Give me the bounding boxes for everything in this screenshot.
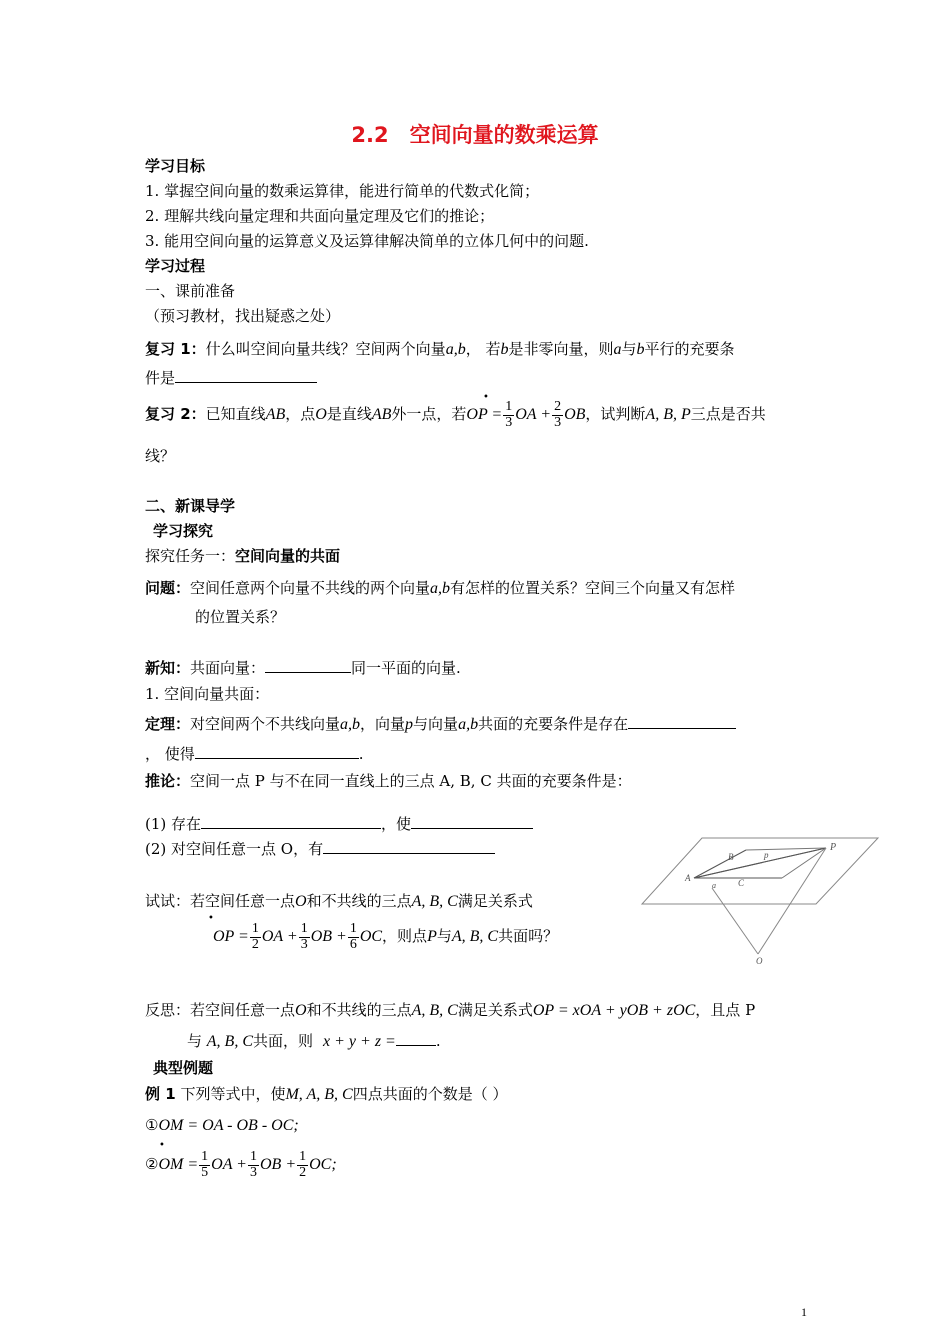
trial-math: O [295, 893, 307, 910]
fraction-numerator: 1 [251, 921, 259, 936]
objectives-heading-text: 学习目标 [145, 157, 206, 175]
theorem-text: 共面的充要条件是存在 [478, 715, 629, 733]
label-A: A [685, 873, 691, 883]
review2-text: ，试判断 [585, 405, 646, 424]
reflect-text: 与 [187, 1032, 207, 1050]
theorem-text: 对空间两个不共线向量 [190, 715, 341, 733]
review2-text: 已知直线 [205, 405, 266, 424]
objective-item-2: 2. 理解共线向量定理和共面向量定理及它们的推论； [145, 207, 495, 225]
fraction [348, 922, 359, 952]
fraction-denominator: 5 [201, 1164, 209, 1180]
review2-text: ，点 [285, 405, 316, 424]
trial-text: 与 [436, 927, 452, 946]
reflect-line2 [187, 1030, 441, 1053]
objective-item-3: 3. 能用空间向量的运算意义及运算律解决简单的立体几何中的问题. [145, 232, 589, 250]
answer-blank[interactable] [265, 671, 351, 673]
review1-text: 什么叫空间向量共线？空间两个向量 [205, 340, 446, 358]
reflect-text: . [435, 1032, 441, 1050]
part2-heading: 二、新课导学 [145, 497, 236, 515]
fraction [297, 1150, 308, 1180]
review2-math: OP = [466, 406, 503, 424]
review2-math: AB [265, 406, 286, 424]
coplanar-heading: 1. 空间向量共面： [145, 685, 270, 703]
fraction-numerator: 1 [299, 1149, 307, 1164]
process-heading: 学习过程 [145, 257, 206, 275]
answer-blank[interactable] [411, 827, 533, 829]
review1-vector: a,b [445, 341, 466, 358]
fraction-numerator: 1 [349, 921, 357, 936]
reflect-text: 共面，则 [253, 1032, 314, 1050]
question-vector: a,b [430, 580, 451, 597]
label-B: B [728, 852, 734, 862]
newknow-text: 共面向量： [190, 659, 266, 677]
newknow-line [145, 658, 461, 680]
newknow-text: 同一平面的向量. [351, 659, 461, 677]
trial-equation [213, 922, 558, 952]
question-label: 问题： [145, 579, 191, 597]
page-number: 1 [801, 1305, 807, 1319]
fraction-numerator: 1 [300, 921, 308, 936]
vector-b-line [694, 850, 746, 878]
fraction-numerator: 1 [249, 1149, 257, 1164]
review1-vector: b [500, 341, 509, 358]
plane-figure [640, 828, 880, 968]
reflect-text: 和不共线的三点 [306, 1001, 412, 1019]
reflect-math: A, B, C [206, 1033, 253, 1050]
theorem-vector: p [405, 716, 414, 733]
question-line2: 的位置关系？ [195, 608, 286, 626]
review2-math: AB [371, 406, 392, 424]
trial-text: 共面吗？ [498, 927, 559, 946]
review2-math: O [315, 406, 327, 424]
corollary-text: 空间一点 P 与不在同一直线上的三点 A, B, C 共面的充要条件是： [190, 772, 632, 790]
example1-math: OB + [259, 1156, 297, 1174]
theorem-text: 与向量 [413, 715, 459, 733]
item-marker: ① [145, 1116, 159, 1134]
theorem-line1 [145, 713, 736, 736]
vector-dot-mark: • [208, 913, 214, 924]
answer-blank[interactable] [195, 757, 359, 759]
plane-edge-line [746, 848, 826, 850]
question-text: 有怎样的位置关系？空间三个向量又有怎样 [450, 579, 736, 597]
fraction [503, 400, 514, 430]
corollary-label: 推论： [145, 772, 191, 790]
trial-math: A, B, C [411, 893, 458, 910]
review1-line1 [145, 338, 735, 361]
review1-line2 [145, 368, 317, 390]
example1-line [145, 1083, 508, 1106]
theorem-line2 [145, 744, 364, 766]
examples-heading: 典型例题 [153, 1059, 214, 1077]
trial-text: 若空间任意一点 [190, 892, 296, 910]
example1-math: M, A, B, C [285, 1086, 353, 1103]
example1-math: OM = [158, 1156, 199, 1174]
label-a: a [712, 881, 716, 890]
answer-blank[interactable] [628, 727, 736, 729]
trial-text: ，则点 [382, 927, 428, 946]
example1-math: OM = OA - OB - OC; [158, 1117, 299, 1134]
answer-blank[interactable] [175, 381, 317, 383]
theorem-vector: a,b [458, 716, 479, 733]
trial-text: 满足关系式 [457, 892, 533, 910]
theorem-label: 定理： [145, 715, 191, 733]
condition-1 [145, 814, 533, 836]
example1-label: 例 1 [145, 1085, 176, 1103]
review1-text: 件是 [145, 369, 176, 387]
reflect-math: O [295, 1002, 307, 1019]
objectives-heading [145, 156, 205, 178]
reflect-label: 反思： [145, 1001, 191, 1019]
explore-heading: 学习探究 [153, 522, 214, 540]
oa-line [712, 888, 758, 954]
theorem-text: . [358, 745, 364, 763]
fraction [248, 1150, 259, 1180]
plane-parallelogram [642, 838, 878, 904]
corollary-line [145, 771, 632, 793]
task1-line [145, 546, 340, 568]
theorem-vector: a,b [340, 716, 361, 733]
label-O: O [756, 956, 763, 966]
trial-math: OP = [213, 928, 249, 946]
review2-text: 是直线 [326, 405, 372, 424]
trial-math: OB + [310, 928, 347, 946]
part1-heading: 一、课前准备 [145, 282, 236, 300]
reflect-text: ，且点 P [695, 1001, 756, 1019]
review2-math: OB [564, 406, 586, 424]
example1-item2 [145, 1150, 337, 1180]
label-P: P [830, 842, 837, 853]
label-C: C [738, 878, 745, 888]
review2-text: 三点是否共 [690, 405, 766, 424]
review1-text: ， 若 [465, 340, 501, 358]
reflect-math: A, B, C [411, 1002, 458, 1019]
fraction-numerator: 1 [505, 399, 513, 414]
reflect-math: OP = xOA + yOB + zOC [532, 1002, 696, 1019]
review1-label: 复习 1： [145, 340, 206, 358]
fraction-numerator: 2 [554, 399, 562, 414]
fraction [250, 922, 261, 952]
review1-vector: a [613, 341, 622, 358]
reflect-text: 满足关系式 [457, 1001, 533, 1019]
fraction [552, 400, 563, 430]
op-line [758, 848, 826, 954]
trial-math: OC [359, 928, 383, 946]
item-marker: ② [145, 1155, 159, 1174]
reflect-math: x + y + z = [323, 1033, 396, 1050]
review1-text: 平行的充要条 [644, 340, 735, 358]
vector-dot-mark: • [159, 1140, 165, 1151]
task1-title: 空间向量的共面 [235, 547, 341, 565]
review2-text: 外一点，若 [391, 405, 467, 424]
question-line1 [145, 577, 735, 600]
fraction-denominator: 6 [349, 936, 357, 952]
condition-2 [145, 839, 495, 861]
example1-math: OC; [309, 1156, 337, 1174]
vector-dot-mark: • [483, 392, 489, 403]
theorem-text: ， 使得 [145, 745, 195, 763]
answer-blank[interactable] [323, 852, 495, 854]
review1-vector: b [636, 341, 645, 358]
reflect-line1 [145, 999, 755, 1022]
fraction-denominator: 3 [300, 936, 308, 952]
review2-line2: 线？ [145, 447, 176, 465]
fraction-denominator: 3 [505, 414, 513, 430]
trial-math: A, B, C [451, 928, 499, 946]
condition-text: (1) 存在 [145, 815, 202, 833]
ap-line [694, 848, 826, 878]
condition-text: (2) 对空间任意一点 O，有 [145, 840, 324, 858]
example1-item1 [145, 1114, 299, 1137]
fraction [199, 1150, 210, 1180]
label-p: p [764, 850, 769, 860]
trial-math: OA + [261, 928, 298, 946]
fraction-numerator: 1 [201, 1149, 209, 1164]
task1-prefix: 探究任务一： [145, 547, 236, 565]
review2-math: A, B, P [645, 406, 691, 424]
fraction-denominator: 2 [251, 936, 259, 952]
trial-math: P [427, 928, 437, 946]
review1-text: 是非零向量，则 [508, 340, 614, 358]
objective-item-1: 1. 掌握空间向量的数乘运算律，能进行简单的代数式化简； [145, 182, 540, 200]
trial-text: 和不共线的三点 [306, 892, 412, 910]
condition-text: ，使 [381, 815, 412, 833]
fraction-denominator: 3 [249, 1164, 257, 1180]
question-text: 空间任意两个向量不共线的两个向量 [190, 579, 431, 597]
trial-line1 [145, 890, 533, 913]
page-title: 2.2 空间向量的数乘运算 [351, 123, 599, 147]
newknow-label: 新知： [145, 659, 191, 677]
fraction-denominator: 3 [554, 414, 562, 430]
review2-math: OA + [515, 406, 552, 424]
review2-line1 [145, 400, 766, 430]
fraction-denominator: 2 [299, 1164, 307, 1180]
theorem-text: ，向量 [360, 715, 406, 733]
example1-math: OA + [211, 1156, 247, 1174]
trial-label: 试试： [145, 892, 191, 910]
example1-text: 下列等式中，使 [175, 1085, 286, 1103]
review1-text: 与 [621, 340, 637, 358]
fraction [299, 922, 310, 952]
example1-text: 四点共面的个数是（ ） [352, 1085, 508, 1103]
preview-note: （预习教材，找出疑惑之处） [145, 307, 341, 325]
reflect-text: 若空间任意一点 [190, 1001, 296, 1019]
answer-blank[interactable] [201, 827, 381, 829]
answer-blank[interactable] [396, 1044, 436, 1046]
review2-label: 复习 2： [145, 405, 206, 424]
